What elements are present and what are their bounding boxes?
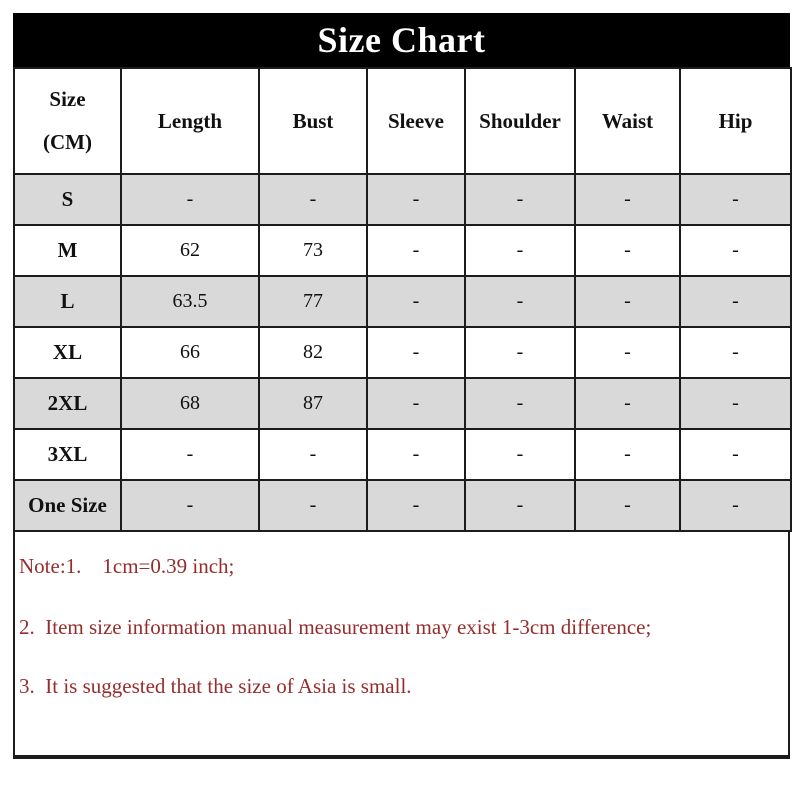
size-label: 3XL [14,429,121,480]
table-cell: - [121,480,259,531]
size-chart-frame [13,13,790,759]
size-label: One Size [14,480,121,531]
table-cell: - [680,174,791,225]
table-cell: 68 [121,378,259,429]
size-label: S [14,174,121,225]
table-row-one-size [14,480,791,531]
table-row-l [14,276,791,327]
table-cell: - [680,429,791,480]
table-row-m [14,225,791,276]
table-cell: - [367,174,465,225]
table-cell: - [367,276,465,327]
table-row-s [14,174,791,225]
table-cell: - [465,225,575,276]
table-cell: - [367,327,465,378]
table-cell: - [575,327,680,378]
table-cell: 66 [121,327,259,378]
table-cell: - [680,327,791,378]
table-cell: - [575,225,680,276]
table-cell: - [121,429,259,480]
table-cell: - [465,429,575,480]
table-cell: - [465,327,575,378]
col-header-shoulder: Shoulder [465,68,575,174]
note-line-3: 3. It is suggested that the size of Asia is small. [19,674,412,699]
col-header-hip: Hip [680,68,791,174]
table-cell: - [575,378,680,429]
table-cell: - [465,276,575,327]
table-cell: - [367,378,465,429]
table-cell: - [680,225,791,276]
table-cell: - [575,276,680,327]
table-cell: 73 [259,225,367,276]
col-header-size-line1: Size [49,87,86,111]
table-cell: - [575,429,680,480]
table-cell: - [575,480,680,531]
col-header-waist: Waist [575,68,680,174]
table-cell: - [367,480,465,531]
table-row-3xl [14,429,791,480]
table-cell: - [680,378,791,429]
table-cell: - [259,429,367,480]
table-cell: - [680,276,791,327]
col-header-size-line2: (CM) [43,130,92,154]
size-label: L [14,276,121,327]
note-line-1: Note:1. 1cm=0.39 inch; [19,554,235,578]
title-bar [13,13,790,67]
size-label: M [14,225,121,276]
table-cell: - [259,480,367,531]
table-cell: - [259,174,367,225]
table-cell: - [465,174,575,225]
header-row [14,68,791,174]
col-header-size-cm [14,68,121,174]
size-table [13,67,792,532]
table-cell: - [465,480,575,531]
table-cell: 62 [121,225,259,276]
table-cell: - [680,480,791,531]
table-cell: 63.5 [121,276,259,327]
table-cell: 87 [259,378,367,429]
table-cell: - [367,225,465,276]
table-cell: - [465,378,575,429]
size-label: XL [14,327,121,378]
table-cell: - [575,174,680,225]
col-header-length: Length [121,68,259,174]
page-title: Size Chart [317,20,486,60]
size-label: 2XL [14,378,121,429]
table-cell: 77 [259,276,367,327]
table-cell: - [367,429,465,480]
note-line-2: 2. Item size information manual measurement may exist 1-3cm difference; [19,615,652,640]
table-cell: - [121,174,259,225]
col-header-bust: Bust [259,68,367,174]
table-row-xl [14,327,791,378]
table-cell: 82 [259,327,367,378]
col-header-sleeve: Sleeve [367,68,465,174]
notes-section [13,532,790,759]
table-row-2xl [14,378,791,429]
